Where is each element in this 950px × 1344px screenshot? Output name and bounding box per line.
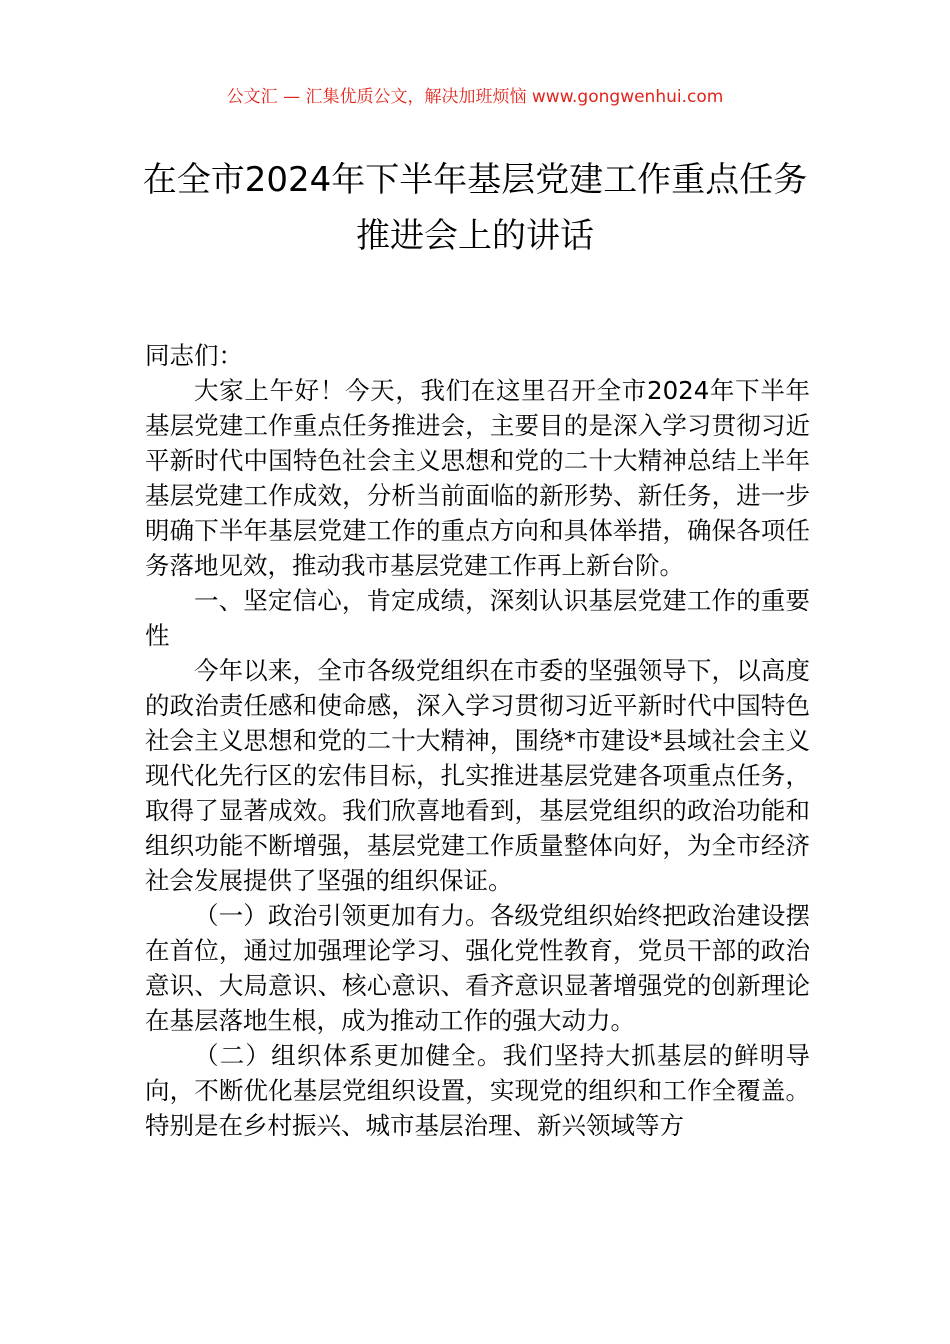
- section-heading-1: 一、坚定信心，肯定成绩，深刻认识基层党建工作的重要性: [145, 586, 810, 650]
- subsection-political-guidance: （一）政治引领更加有力。各级党组织始终把政治建设摆在首位，通过加强理论学习、强化党性教育，党员干部的政治意识、大局意识、核心意识、看齐意识显著增强党的创新理论在基层落地生根，成为推动工作的强大动力。: [145, 901, 810, 1035]
- document-body: [145, 338, 810, 1143]
- subsection-organization-system: （二）组织体系更加健全。我们坚持大抓基层的鲜明导向，不断优化基层党组织设置，实现党的组织和工作全覆盖。特别是在乡村振兴、城市基层治理、新兴领域等方: [145, 1041, 810, 1140]
- paragraph-achievements: 今年以来，全市各级党组织在市委的坚强领导下，以高度的政治责任感和使命感，深入学习贯彻习近平新时代中国特色社会主义思想和党的二十大精神，围绕*市建设*县域社会主义现代化先行区的宏伟目标，扎实推进基层党建各项重点任务，取得了显著成效。我们欣喜地看到，基层党组织的政治功能和组织功能不断增强，基层党建工作质量整体向好，为全市经济社会发展提供了坚强的组织保证。: [145, 656, 810, 895]
- document-title: 在全市2024年下半年基层党建工作重点任务推进会上的讲话: [142, 160, 808, 256]
- paragraph-opening: 大家上午好！今天，我们在这里召开全市2024年下半年基层党建工作重点任务推进会，主要目的是深入学习贯彻习近平新时代中国特色社会主义思想和党的二十大精神总结上半年基层党建工作成效，分析当前面临的新形势、新任务，进一步明确下半年基层党建工作的重点方向和具体举措，确保各项任务落地见效，推动我市基层党建工作再上新台阶。: [145, 376, 810, 580]
- salutation: 同志们：: [145, 341, 243, 370]
- header-banner: 公文汇 — 汇集优质公文，解决加班烦恼 www.gongwenhui.com: [226, 87, 724, 107]
